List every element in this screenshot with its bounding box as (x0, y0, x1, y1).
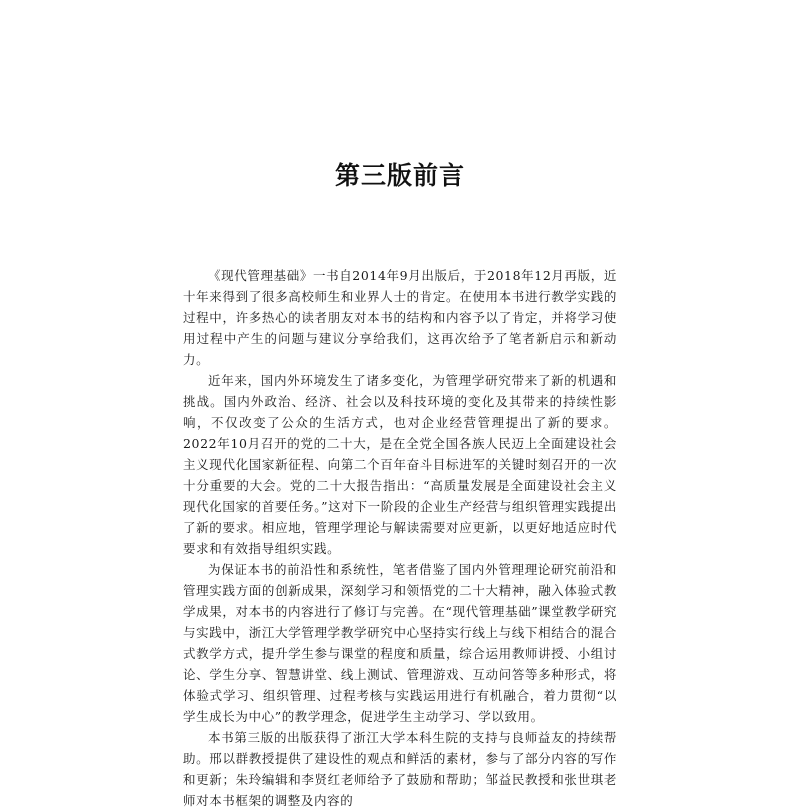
preface-body (183, 265, 617, 811)
paragraph-3: 为保证本书的前沿性和系统性，笔者借鉴了国内外管理理论研究前沿和管理实践方面的创新成果，深刻学习和领悟党的二十大精神，融入体验式教学成果，对本书的内容进行了修订与完善。在“现代管理基础”课堂教学研究与实践中，浙江大学管理学教学研究中心坚持实行线上与线下相结合的混合式教学方式，提升学生参与课堂的程度和质量，综合运用教师讲授、小组讨论、学生分享、智慧讲堂、线上测试、管理游戏、互动问答等多种形式，将体验式学习、组织管理、过程考核与实践运用进行有机融合，着力贯彻“以学生成长为中心”的教学理念，促进学生主动学习、学以致用。 (183, 562, 617, 724)
page-title: 第三版前言 (334, 161, 465, 190)
paragraph-4: 本书第三版的出版获得了浙江大学本科生院的支持与良师益友的持续帮助。邢以群教授提供了建设性的观点和鲜活的素材，参与了部分内容的写作和更新；朱玲编辑和李贤红老师给予了鼓励和帮助；邹益民教授和张世琪老师对本书框架的调整及内容的 (183, 730, 617, 808)
paragraph-1: 《现代管理基础》一书自2014年9月出版后，于2018年12月再版，近十年来得到了很多高校师生和业界人士的肯定。在使用本书进行教学实践的过程中，许多热心的读者朋友对本书的结构和内容予以了肯定，并将学习使用过程中产生的问题与建议分享给我们，这再次给予了笔者新启示和新动力。 (183, 268, 617, 367)
paragraph-2: 近年来，国内外环境发生了诸多变化，为管理学研究带来了新的机遇和挑战。国内外政治、经济、社会以及科技环境的变化及其带来的持续性影响，不仅改变了公众的生活方式，也对企业经营管理提出了新的要求。2022年10月召开的党的二十大，是在全党全国各族人民迈上全面建设社会主义现代化国家新征程、向第二个百年奋斗目标进军的关键时刻召开的一次十分重要的大会。党的二十大报告指出：“高质量发展是全面建设社会主义现代化国家的首要任务。”这对下一阶段的企业生产经营与组织管理实践提出了新的要求。相应地，管理学理论与解读需要对应更新，以更好地适应时代要求和有效指导组织实践。 (183, 373, 617, 556)
